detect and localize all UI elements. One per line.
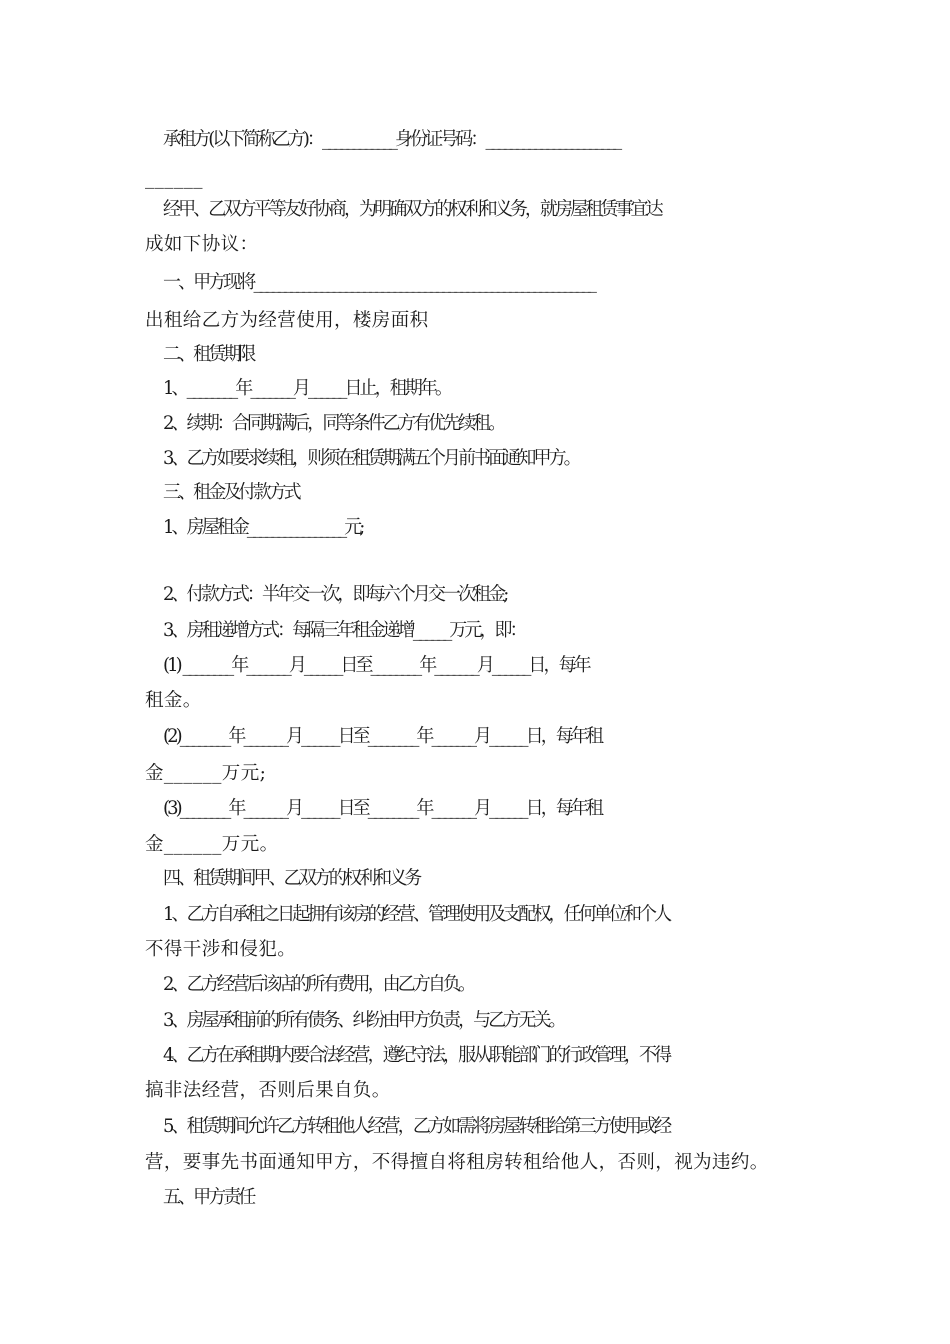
clause-2-item-2: 2、续期：合同期满后，同等条件乙方有优先续租。	[163, 413, 504, 434]
clause-4-item-1: 1、乙方自承租之日起拥有该房的经营、管理使用及支配权，任何单位和个人	[163, 904, 670, 925]
clause-4-heading: 四、租赁期间甲、乙双方的权利和义务	[163, 868, 420, 889]
clause-4-item-3: 3、房屋承租前的所有债务、纠纷由甲方负责，与乙方无关。	[163, 1010, 564, 1031]
clause-2-item-3: 3、乙方如要求续租，则须在租赁期满五个月前书面通知甲方。	[163, 448, 579, 469]
clause-4-item-5-continued: 营，要事先书面通知甲方，不得擅自将租房转租给他人，否则，视为违约。	[145, 1152, 769, 1173]
increment-period-2-continued: 金______万元;	[145, 763, 267, 784]
clause-3-item-2: 2、付款方式：半年交一次，即每六个月交一次租金;	[163, 584, 507, 605]
tenant-line-continued: ______	[145, 168, 203, 189]
increment-period-3: (3)________年_______月______日至________年_______月______日，每年租	[163, 798, 602, 819]
clause-1-heading: 一、甲方现将________________________________________________________	[163, 272, 595, 293]
clause-4-item-4-continued: 搞非法经营，否则后果自负。	[145, 1080, 391, 1101]
clause-4-item-4: 4、乙方在承租期内要合法经营，遵纪守法，服从职能部门的行政管理，不得	[163, 1045, 670, 1066]
increment-period-1: (1) ________年_______月______日至________年_______月______日，每年	[163, 655, 589, 676]
clause-4-item-2: 2、乙方经营后该店的所有费用，由乙方自负。	[163, 974, 474, 995]
preamble-line: 经甲、乙双方平等友好协商，为明确双方的权利和义务，就房屋租赁事宜达	[163, 199, 661, 220]
clause-5-heading: 五、甲方责任	[163, 1187, 254, 1208]
clause-3-item-3: 3、房租递增方式：每隔三年租金递增______万元，即：	[163, 620, 525, 641]
preamble-line-continued: 成如下协议：	[145, 234, 259, 255]
tenant-line: 承租方(以下简称乙方)：____________身份证号码：______________________	[163, 129, 620, 150]
clause-4-item-1-continued: 不得干涉和侵犯。	[145, 939, 297, 960]
clause-1-text: 出租给乙方为经营使用，楼房面积	[145, 310, 429, 331]
increment-period-2: (2)________年_______月______日至________年_______月______日，每年租	[163, 726, 602, 747]
clause-2-heading: 二、租赁期限	[163, 344, 254, 365]
clause-2-item-1: 1、________年_______月______日止，租期年。	[163, 378, 451, 399]
clause-3-item-1: 1、房屋租金________________元;	[163, 517, 363, 538]
increment-period-3-continued: 金______万元。	[145, 834, 279, 855]
clause-4-item-5: 5、租赁期间允许乙方转租他人经营，乙方如需将房屋转租给第三方使用或经	[163, 1116, 670, 1137]
increment-period-1-continued: 租金。	[145, 690, 202, 711]
clause-3-heading: 三、租金及付款方式	[163, 482, 299, 503]
